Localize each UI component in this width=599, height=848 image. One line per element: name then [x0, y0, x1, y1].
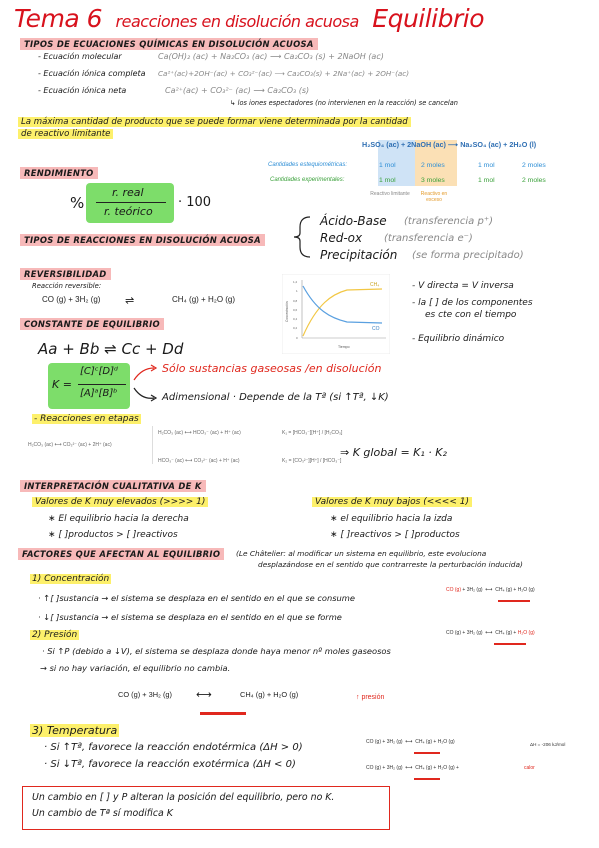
summary-2: Un cambio de Tª sí modifica K: [32, 808, 173, 819]
conc-arrow-2: [494, 643, 526, 645]
tipo-precipitacion: Precipitación: [320, 248, 398, 262]
keq-note-2: Adimensional · Depende de la Tª (si ↑Tª, ↓K): [162, 392, 389, 403]
tipo-redox: Red-ox: [320, 231, 363, 245]
heading-interpretacion: INTERPRETACIÓN CUALITATIVA DE K: [20, 480, 206, 492]
tipo-redox-note: (transferencia e⁻): [384, 233, 473, 244]
conc-eq-1: CO (g) + 3H₂ (g) ⟷ CH₄ (g) + H₂O (g): [446, 587, 535, 593]
row1-c1: 1 mol: [379, 162, 396, 169]
rev-eq-left: CO (g) + 3H₂ (g): [42, 295, 101, 304]
row1-c4: 2 moles: [522, 162, 546, 169]
row2-c2: 3 moles: [421, 177, 445, 184]
note-iones-espectadores: ↳ los iones espectadores (no intervienen en la reacción) se cancelan: [230, 99, 458, 107]
etapas-eq-global: H₂CO₃ (ac) ⟷ CO₃²⁻ (ac) + 2H⁺ (ac): [28, 442, 112, 448]
temp-eq-1: CO (g) + 3H₂ (g) ⟷ CH₄ (g) + H₂O (g): [366, 739, 455, 745]
graph-ytick: 0,4: [293, 317, 298, 321]
graph-ytick: 0: [296, 336, 298, 340]
keq-note-1: Sólo sustancias gaseosas /en disolución: [162, 362, 382, 375]
rev-note-3: es cte con el tiempo: [425, 310, 517, 320]
rev-arrow-icon: ⇌: [125, 294, 135, 307]
temp-eq-2: CO (g) + 3H₂ (g) ⟷ CH₄ (g) + H₂O (g) +: [366, 765, 459, 771]
rend-pct: %: [70, 194, 85, 212]
keq-arrows-icon: [132, 364, 162, 404]
rev-note-2: - la [ ] de los componentes: [412, 298, 533, 308]
label-ec-molecular: - Ecuación molecular: [38, 52, 122, 61]
heading-reversibilidad: REVERSIBILIDAD: [20, 268, 111, 280]
keq-k: K =: [52, 378, 72, 391]
pres-2: → si no hay variación, el equilibrio no cambia.: [40, 663, 231, 673]
heading-constante: CONSTANTE DE EQUILIBRIO: [20, 318, 164, 330]
graph-label-co: CO: [372, 326, 380, 332]
pres-arrow-icon: ⟷: [196, 688, 212, 701]
interp-left-heading: Valores de K muy elevados (>>>> 1): [32, 497, 208, 507]
conc-2: · ↓[ ]sustancia → el sistema se desplaza en el sentido en el que se forme: [38, 612, 342, 622]
interp-right-2: ∗ [ ]reactivos > [ ]productos: [330, 530, 460, 540]
graph-ytick: 1,2: [293, 280, 298, 284]
keq-num: [C]ᶜ[D]ᵈ: [80, 366, 119, 377]
interp-right-1: ∗ el equilibrio hacia la izda: [330, 514, 453, 524]
keq-kglobal: ⇒ K global = K₁ · K₂: [340, 446, 447, 459]
tipo-acido-base-note: (transferencia p⁺): [404, 216, 493, 227]
pres-tag: ↑ presión: [356, 694, 385, 701]
brace-icon: [292, 215, 312, 259]
interp-left-1: ∗ El equilibrio hacia la derecha: [48, 514, 189, 524]
row2-c3: 1 mol: [478, 177, 495, 184]
rev-note-1: - V directa = V inversa: [412, 281, 514, 291]
pres-direction-bar: [200, 712, 246, 715]
graph-ytick: 0,2: [293, 326, 298, 330]
graph-ytick: 1: [296, 289, 298, 293]
chatelier-1: (Le Châtelier: al modificar un sistema en equilibrio, este evoluciona: [236, 549, 487, 558]
keq-den: [A]ᵃ[B]ᵇ: [80, 388, 118, 399]
rev-eq-right: CH₄ (g) + H₂O (g): [172, 295, 236, 304]
etapas-k2: K₂ = [CO₃²⁻][H⁺] / [HCO₃⁻]: [282, 458, 342, 464]
tag-reactivo-limitante: Reactivo limitante: [370, 191, 410, 197]
graph-ylabel: Concentración: [285, 301, 289, 322]
factor-concentracion: 1) Concentración: [32, 574, 110, 584]
conc-arrow-1: [498, 600, 530, 602]
conc-eq-2: CO (g) + 3H₂ (g) ⟷ CH₄ (g) + H₂O (g): [446, 630, 535, 636]
heading-tipos-ecuaciones: TIPOS DE ECUACIONES QUÍMICAS EN DISOLUCIÓN ACUOSA: [20, 38, 318, 50]
tag-reactivo-exceso: Reactivo en exceso: [420, 191, 448, 203]
temp-arrow-1: [414, 752, 440, 754]
graph-ytick: 0,6: [293, 308, 298, 312]
temp-2: · Si ↓Tª, favorece la reacción exotérmica (ΔH < 0): [44, 759, 296, 770]
row1-c2: 2 moles: [421, 162, 445, 169]
row2-c4: 2 moles: [522, 177, 546, 184]
limit-text-1: La máxima cantidad de producto que se puede formar viene determinada por la cantidad: [18, 117, 411, 127]
limit-equation: H₂SO₄ (ac) + 2NaOH (ac) ⟶ Na₂SO₄ (ac) + 2H₂O (l): [362, 140, 537, 149]
heading-tipos-reacciones: TIPOS DE REACCIONES EN DISOLUCIÓN ACUOSA: [20, 234, 265, 246]
row1-c3: 1 mol: [478, 162, 495, 169]
row2-label: Cantidades experimentales:: [270, 177, 345, 183]
pres-1: · Si ↑P (debido a ↓V), el sistema se desplaza donde haya menor nº moles gaseosos: [42, 646, 391, 656]
temp-1: · Si ↑Tª, favorece la reacción endotérmica (ΔH > 0): [44, 742, 303, 753]
graph-xlabel: Tiempo: [338, 345, 350, 349]
conc-1: · ↑[ ]sustancia → el sistema se desplaza en el sentido en el que se consume: [38, 593, 355, 603]
limit-text-2: de reactivo limitante: [18, 129, 113, 139]
etapas-k1: K₁ = [HCO₃⁻][H⁺] / [H₂CO₃]: [282, 430, 343, 436]
temp-calor: calor: [524, 765, 535, 771]
eq-ionica-neta: Ca²⁺(ac) + CO₃²⁻ (ac) ⟶ Ca₂CO₃ (s): [165, 86, 310, 95]
tipo-acido-base: Ácido-Base: [320, 214, 387, 228]
page-title: Tema 6 reacciones en disolución acuosa Equilibrio: [14, 4, 485, 33]
summary-1: Un cambio en [ ] y P alteran la posición del equilibrio, pero no K.: [32, 792, 335, 803]
rend-den: r. teórico: [104, 205, 153, 218]
factor-temperatura: 3) Temperatura: [32, 724, 118, 737]
keq-etapas: - Reacciones en etapas: [34, 414, 139, 424]
heading-rendimiento: RENDIMIENTO: [20, 167, 98, 179]
label-ec-ionica-completa: - Ecuación iónica completa: [38, 69, 146, 78]
rev-note-4: - Equilibrio dinámico: [412, 334, 505, 344]
tipo-precipitacion-note: (se forma precipitado): [412, 250, 524, 261]
etapas-eq-2: HCO₃⁻ (ac) ⟷ CO₃²⁻ (ac) + H⁺ (ac): [158, 458, 240, 464]
row1-label: Cantidades estequiométricas:: [268, 162, 348, 168]
interp-left-2: ∗ [ ]productos > [ ]reactivos: [48, 530, 178, 540]
rend-times: · 100: [178, 195, 212, 210]
graph-label-ch4: CH₄: [370, 282, 380, 288]
temp-arrow-2: [414, 778, 440, 780]
pres-eq-left: CO (g) + 3H₂ (g): [118, 690, 172, 699]
etapas-eq-1: H₂CO₃ (ac) ⟷ HCO₃⁻ (ac) + H⁺ (ac): [158, 430, 241, 436]
graph-ytick: 0,8: [293, 299, 298, 303]
keq-reaction: Aa + Bb ⇌ Cc + Dd: [38, 340, 184, 358]
equilibrium-graph: [282, 274, 390, 354]
eq-ionica-completa: Ca²⁺(ac)+2OH⁻(ac) + CO₃²⁻(ac) ⟶ Ca₂CO₃(s) + 2Na⁺(ac) + 2OH⁻(ac): [158, 69, 410, 78]
rev-sub: Reacción reversible:: [32, 282, 102, 290]
eq-molecular: Ca(OH)₂ (ac) + Na₂CO₃ (ac) ⟶ Ca₂CO₃ (s) + 2NaOH (ac): [158, 52, 384, 61]
chatelier-2: desplazándose en el sentido que contrarreste la perturbación inducida): [258, 560, 523, 569]
temp-dh: ΔH = -206 kJ/mol: [530, 742, 566, 747]
label-ec-ionica-neta: - Ecuación iónica neta: [38, 86, 127, 95]
pres-eq-right: CH₄ (g) + H₂O (g): [240, 690, 299, 699]
heading-factores: FACTORES QUE AFECTAN AL EQUILIBRIO: [18, 548, 224, 560]
row2-c1: 1 mol: [379, 177, 396, 184]
rend-num: r. real: [112, 186, 144, 199]
interp-right-heading: Valores de K muy bajos (<<<< 1): [312, 497, 472, 507]
factor-presion: 2) Presión: [32, 630, 78, 640]
